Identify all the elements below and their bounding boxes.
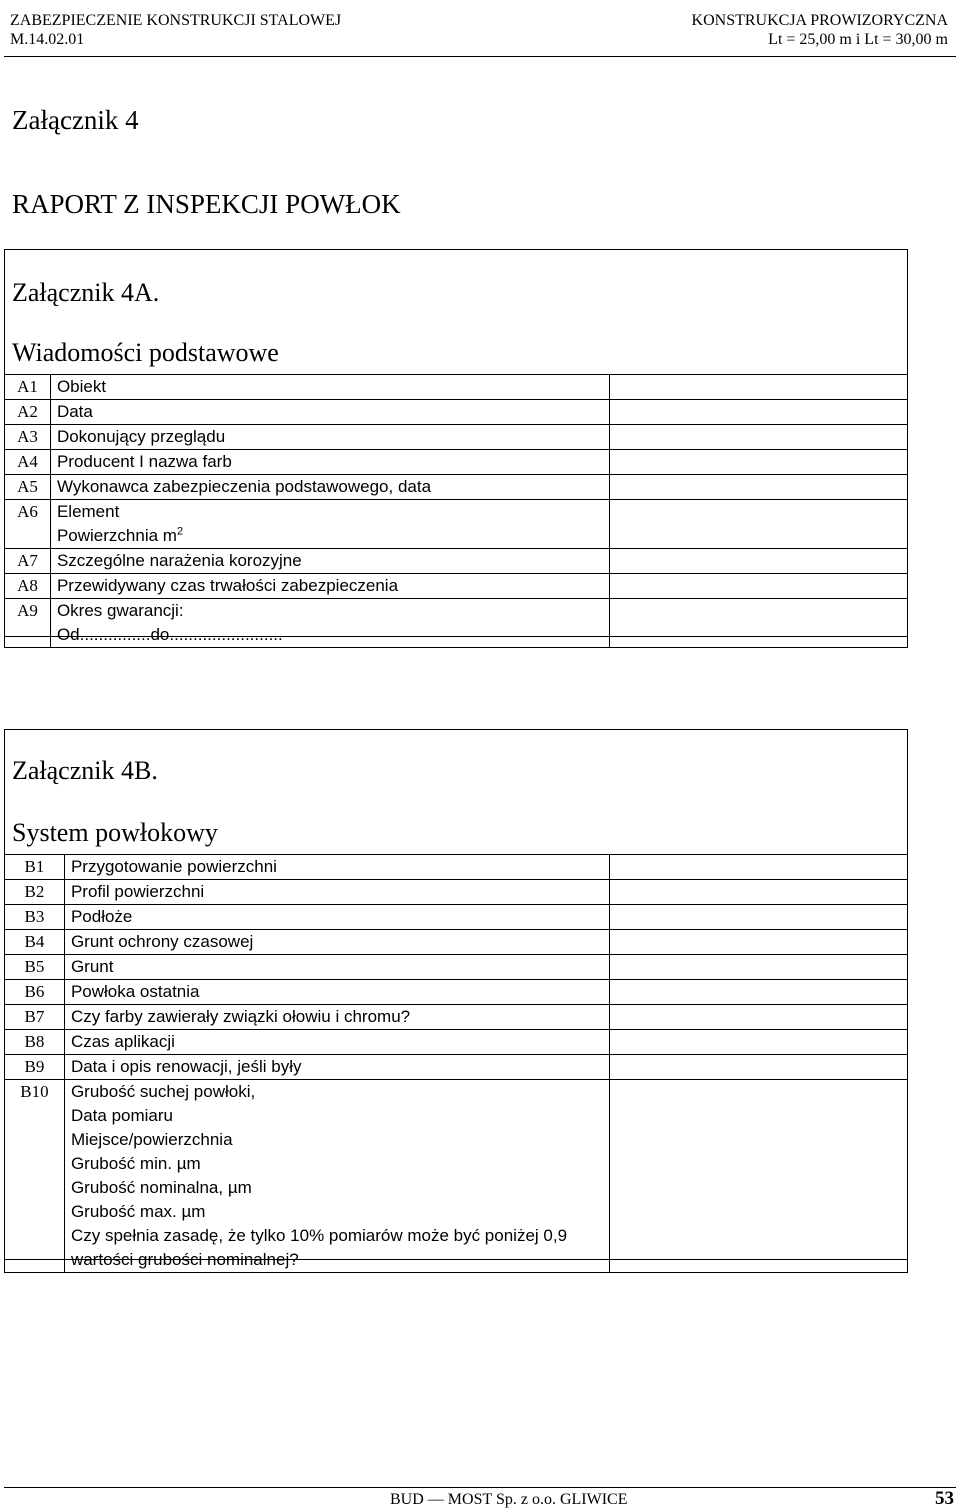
row-code: B3 [5, 905, 65, 930]
table-row [5, 880, 908, 905]
section-a-annex: Załącznik 4A. [12, 278, 160, 307]
row-value-field[interactable] [610, 400, 908, 425]
row-label-line: Okres gwarancji: [56, 601, 184, 620]
row-label [50, 475, 609, 500]
table-row [5, 955, 908, 980]
header-structure-span: Lt = 25,00 m i Lt = 30,00 m [768, 31, 948, 48]
superscript: 2 [176, 525, 184, 538]
row-label-line: Grubość nominalna, µm [70, 1178, 252, 1197]
header-structure-title: KONSTRUKCJA PROWIZORYCZNA [691, 12, 948, 29]
row-label [50, 400, 609, 425]
row-value-field[interactable] [610, 1005, 908, 1030]
row-label-line: Miejsce/powierzchnia [70, 1130, 233, 1149]
row-value-field[interactable] [610, 880, 908, 905]
row-label [64, 1055, 609, 1080]
row-label-line: Od...............do........................ [56, 625, 283, 644]
row-value-field[interactable] [610, 599, 908, 648]
table-row [5, 425, 908, 450]
row-value-field[interactable] [610, 980, 908, 1005]
row-value-field[interactable] [610, 500, 908, 549]
table-row [5, 450, 908, 475]
row-label-line: Czas aplikacji [70, 1032, 175, 1051]
row-code: A6 [5, 500, 51, 549]
row-label-line: Przygotowanie powierzchni [70, 857, 277, 876]
row-label-line: Data pomiaru [70, 1106, 174, 1125]
row-value-field[interactable] [610, 955, 908, 980]
table-row [5, 855, 908, 880]
row-label-line: Data [56, 402, 93, 421]
row-code: B9 [5, 1055, 65, 1080]
header-spec-title: ZABEZPIECZENIE KONSTRUKCJI STALOWEJ [10, 12, 342, 29]
row-label-line: Profil powierzchni [70, 882, 205, 901]
row-label [64, 880, 609, 905]
header-divider [4, 56, 956, 57]
table-row [5, 1055, 908, 1080]
row-value-field[interactable] [610, 905, 908, 930]
row-code: A9 [5, 599, 51, 648]
section-a-title: Wiadomości podstawowe [12, 338, 279, 367]
report-title: RAPORT Z INSPEKCJI POWŁOK [12, 189, 401, 219]
row-value-field[interactable] [610, 1080, 908, 1273]
row-value-field[interactable] [610, 1055, 908, 1080]
row-label [50, 549, 609, 574]
row-label [64, 905, 609, 930]
row-code: B4 [5, 930, 65, 955]
row-value-field[interactable] [610, 930, 908, 955]
row-label-line: Grubość max. µm [70, 1202, 206, 1221]
header-left [10, 11, 341, 49]
footer-divider [4, 1487, 956, 1488]
row-label-line: Grunt [70, 957, 114, 976]
table-row [5, 1080, 908, 1273]
row-value-field[interactable] [610, 549, 908, 574]
section-b [4, 729, 908, 1269]
row-label [50, 574, 609, 599]
row-label-line: Data i opis renowacji, jeśli były [70, 1057, 302, 1076]
annex-title: Załącznik 4 [12, 105, 139, 135]
table-row [5, 599, 908, 648]
row-code: B2 [5, 880, 65, 905]
section-b-annex: Załącznik 4B. [12, 756, 158, 785]
row-value-field[interactable] [610, 450, 908, 475]
row-code: B7 [5, 1005, 65, 1030]
row-code: A7 [5, 549, 51, 574]
row-label [64, 930, 609, 955]
page-number: 53 [935, 1488, 954, 1509]
row-label-line: Powierzchnia $m^2$ [56, 525, 184, 545]
row-label-line: Przewidywany czas trwałości zabezpieczenia [56, 576, 399, 595]
row-value-field[interactable] [610, 1030, 908, 1055]
footer-company: BUD — MOST Sp. z o.o. GLIWICE [390, 1491, 628, 1508]
row-value-field[interactable] [610, 855, 908, 880]
row-value-field[interactable] [610, 574, 908, 599]
row-code: B1 [5, 855, 65, 880]
row-label-line: Dokonujący przeglądu [56, 427, 226, 446]
section-b-table [4, 854, 908, 1273]
row-label-line: Wykonawca zabezpieczenia podstawowego, data [56, 477, 432, 496]
row-code: B8 [5, 1030, 65, 1055]
table-row [5, 930, 908, 955]
table-row [5, 905, 908, 930]
row-label-line: Czy farby zawierały związki ołowiu i chromu? [70, 1007, 411, 1026]
row-code: A5 [5, 475, 51, 500]
row-label-line: Powłoka ostatnia [70, 982, 200, 1001]
row-code: A8 [5, 574, 51, 599]
row-code: B10 [5, 1080, 65, 1273]
row-label [64, 855, 609, 880]
header-spec-code: M.14.02.01 [10, 31, 85, 48]
row-code: A2 [5, 400, 51, 425]
row-label-line: Producent I nazwa farb [56, 452, 232, 471]
row-label [64, 1005, 609, 1030]
section-b-title: System powłokowy [12, 818, 218, 847]
row-label [50, 425, 609, 450]
table-row [5, 1005, 908, 1030]
row-label [50, 599, 609, 648]
row-label [50, 450, 609, 475]
row-label-line: Element [56, 502, 120, 521]
table-row [5, 1030, 908, 1055]
row-label-line: Podłoże [70, 907, 133, 926]
row-label [50, 500, 609, 549]
table-row [5, 375, 908, 400]
header-right [692, 11, 948, 49]
row-code: A3 [5, 425, 51, 450]
row-value-field[interactable] [610, 425, 908, 450]
row-value-field[interactable] [610, 475, 908, 500]
table-row [5, 475, 908, 500]
row-label-line: Grubość suchej powłoki, [70, 1082, 256, 1101]
section-a [4, 249, 908, 644]
table-row [5, 549, 908, 574]
row-label-line: Obiekt [56, 377, 107, 396]
row-value-field[interactable] [610, 375, 908, 400]
row-label-line: Grubość min. µm [70, 1154, 201, 1173]
table-row [5, 574, 908, 599]
row-label [64, 1030, 609, 1055]
row-label-line: Czy spełnia zasadę, że tylko 10% pomiarów może być poniżej 0,9 [70, 1226, 568, 1245]
row-code: A1 [5, 375, 51, 400]
section-a-table [4, 374, 908, 648]
row-code: B6 [5, 980, 65, 1005]
table-row [5, 980, 908, 1005]
row-code: A4 [5, 450, 51, 475]
row-label [50, 375, 609, 400]
row-label-line: Szczególne narażenia korozyjne [56, 551, 302, 570]
table-row [5, 400, 908, 425]
row-label-line: wartości grubości nominalnej? [70, 1250, 299, 1269]
row-label [64, 1080, 609, 1273]
row-label [64, 980, 609, 1005]
row-label [64, 955, 609, 980]
row-label-line: Grunt ochrony czasowej [70, 932, 254, 951]
row-code: B5 [5, 955, 65, 980]
table-row [5, 500, 908, 549]
